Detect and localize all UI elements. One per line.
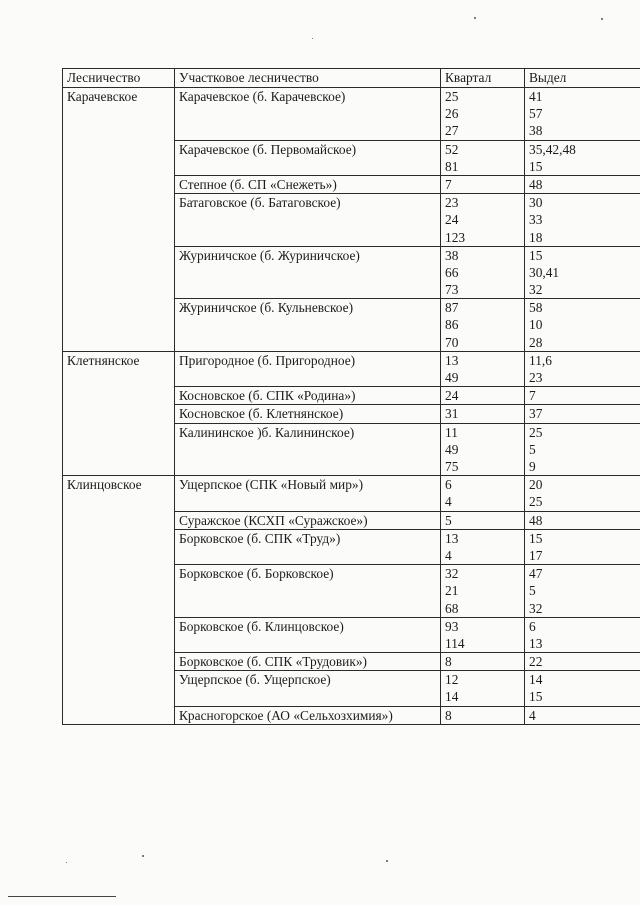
cell-uchastkovoe: Батаговское (б. Батаговское) xyxy=(175,194,441,247)
vydel-value: 4 xyxy=(529,707,536,723)
cell-leschestvo xyxy=(63,617,175,652)
kvartal-value: 49 xyxy=(445,370,459,386)
vydel-value: 25 xyxy=(529,424,543,440)
vydel-value: 38 xyxy=(529,123,543,139)
vydel-value: 58 xyxy=(529,300,543,316)
table-row xyxy=(63,246,640,299)
cell-leschestvo xyxy=(63,246,175,299)
vydel-value: 35,42,48 xyxy=(529,141,576,157)
cell-uchastkovoe: Борковское (б. СПК «Труд») xyxy=(175,529,441,564)
cell-uchastkovoe: Степное (б. СП «Снежеть») xyxy=(175,175,441,193)
vydel-value: 33 xyxy=(529,212,543,228)
cell-leschestvo xyxy=(63,299,175,352)
cell-vydel xyxy=(525,246,640,299)
table-row xyxy=(63,387,640,405)
kvartal-value: 7 xyxy=(445,176,452,192)
vydel-value: 32 xyxy=(529,600,543,616)
kvartal-value: 49 xyxy=(445,441,459,457)
cell-vydel xyxy=(525,175,640,193)
cell-leschestvo xyxy=(63,387,175,405)
cell-uchastkovoe: Калининское )б. Калининское) xyxy=(175,423,441,476)
vydel-value: 37 xyxy=(529,406,543,422)
vydel-value: 18 xyxy=(529,229,543,245)
cell-leschestvo xyxy=(63,194,175,247)
vydel-value: 20 xyxy=(529,477,543,493)
vydel-value: 7 xyxy=(529,388,536,404)
cell-kvartal xyxy=(441,194,525,247)
table-row xyxy=(63,653,640,671)
cell-kvartal xyxy=(441,529,525,564)
vydel-value: 23 xyxy=(529,370,543,386)
vydel-value: 30 xyxy=(529,195,543,211)
cell-vydel xyxy=(525,476,640,511)
vydel-value: 10 xyxy=(529,317,543,333)
kvartal-value: 13 xyxy=(445,530,459,546)
table-row xyxy=(63,88,640,141)
scan-speck xyxy=(601,18,603,20)
vydel-value: 15 xyxy=(529,158,543,174)
cell-leschestvo xyxy=(63,511,175,529)
cell-leschestvo xyxy=(63,140,175,175)
cell-kvartal xyxy=(441,423,525,476)
forestry-table xyxy=(62,68,640,725)
cell-leschestvo: Карачевское xyxy=(63,88,175,141)
vydel-value: 5 xyxy=(529,583,536,599)
cell-vydel xyxy=(525,387,640,405)
header-kvartal: Квартал xyxy=(441,69,525,88)
cell-kvartal xyxy=(441,246,525,299)
cell-uchastkovoe: Красногорское (АО «Сельхозхимия») xyxy=(175,706,441,724)
cell-leschestvo xyxy=(63,653,175,671)
vydel-value: 15 xyxy=(529,530,543,546)
scan-speck xyxy=(142,855,144,857)
table-row xyxy=(63,299,640,352)
vydel-value: 11,6 xyxy=(529,352,552,368)
vydel-value: 17 xyxy=(529,547,543,563)
table-row xyxy=(63,423,640,476)
scan-speck xyxy=(474,17,476,19)
cell-uchastkovoe: Журиничское (б. Кульневское) xyxy=(175,299,441,352)
cell-vydel xyxy=(525,351,640,386)
cell-vydel xyxy=(525,405,640,423)
kvartal-value: 21 xyxy=(445,583,459,599)
scan-speck xyxy=(312,38,313,39)
cell-uchastkovoe: Косновское (б. Клетнянское) xyxy=(175,405,441,423)
cell-uchastkovoe: Карачевское (б. Первомайское) xyxy=(175,140,441,175)
cell-uchastkovoe: Журиничское (б. Журиничское) xyxy=(175,246,441,299)
kvartal-value: 38 xyxy=(445,247,459,263)
vydel-value: 25 xyxy=(529,494,543,510)
vydel-value: 5 xyxy=(529,441,536,457)
kvartal-value: 23 xyxy=(445,195,459,211)
cell-kvartal xyxy=(441,617,525,652)
cell-vydel xyxy=(525,653,640,671)
vydel-value: 48 xyxy=(529,512,543,528)
cell-uchastkovoe: Ущерпское (б. Ущерпское) xyxy=(175,671,441,706)
vydel-value: 9 xyxy=(529,458,536,474)
scan-speck xyxy=(386,860,388,862)
cell-uchastkovoe: Косновское (б. СПК «Родина») xyxy=(175,387,441,405)
table-row xyxy=(63,671,640,706)
cell-kvartal xyxy=(441,476,525,511)
kvartal-value: 24 xyxy=(445,388,459,404)
table-row xyxy=(63,476,640,511)
kvartal-value: 68 xyxy=(445,600,459,616)
kvartal-value: 75 xyxy=(445,458,459,474)
cell-vydel xyxy=(525,565,640,618)
cell-uchastkovoe: Ущерпское (СПК «Новый мир») xyxy=(175,476,441,511)
table-row xyxy=(63,617,640,652)
vydel-value: 41 xyxy=(529,89,543,104)
table-body xyxy=(63,88,640,725)
kvartal-value: 87 xyxy=(445,300,459,316)
kvartal-value: 81 xyxy=(445,158,459,174)
kvartal-value: 24 xyxy=(445,212,459,228)
kvartal-value: 12 xyxy=(445,672,459,688)
kvartal-value: 4 xyxy=(445,547,452,563)
kvartal-value: 70 xyxy=(445,334,459,350)
table-row xyxy=(63,706,640,724)
cell-leschestvo: Клетнянское xyxy=(63,351,175,386)
table-row xyxy=(63,175,640,193)
kvartal-value: 26 xyxy=(445,106,459,122)
cell-kvartal xyxy=(441,405,525,423)
cell-leschestvo xyxy=(63,706,175,724)
kvartal-value: 4 xyxy=(445,494,452,510)
cell-vydel xyxy=(525,423,640,476)
kvartal-value: 86 xyxy=(445,317,459,333)
table-row xyxy=(63,405,640,423)
vydel-value: 57 xyxy=(529,106,543,122)
kvartal-value: 8 xyxy=(445,654,452,670)
table-row xyxy=(63,565,640,618)
cell-kvartal xyxy=(441,351,525,386)
cell-kvartal xyxy=(441,175,525,193)
vydel-value: 30,41 xyxy=(529,264,560,280)
cell-vydel xyxy=(525,529,640,564)
cell-uchastkovoe: Борковское (б. СПК «Трудовик») xyxy=(175,653,441,671)
cell-kvartal xyxy=(441,706,525,724)
kvartal-value: 8 xyxy=(445,707,452,723)
footer-rule xyxy=(8,896,116,897)
kvartal-value: 114 xyxy=(445,635,465,651)
kvartal-value: 11 xyxy=(445,424,458,440)
cell-uchastkovoe: Пригородное (б. Пригородное) xyxy=(175,351,441,386)
cell-vydel xyxy=(525,194,640,247)
cell-kvartal xyxy=(441,88,525,141)
scan-speck xyxy=(66,862,67,863)
table-row xyxy=(63,140,640,175)
kvartal-value: 27 xyxy=(445,123,459,139)
vydel-value: 15 xyxy=(529,247,543,263)
kvartal-value: 66 xyxy=(445,264,459,280)
kvartal-value: 25 xyxy=(445,89,459,104)
vydel-value: 22 xyxy=(529,654,543,670)
cell-vydel xyxy=(525,511,640,529)
cell-vydel xyxy=(525,299,640,352)
vydel-value: 13 xyxy=(529,635,543,651)
cell-leschestvo xyxy=(63,423,175,476)
vydel-value: 32 xyxy=(529,282,543,298)
table-row xyxy=(63,194,640,247)
cell-kvartal xyxy=(441,565,525,618)
header-uchastkovoe: Участковое лесничество xyxy=(175,69,441,88)
cell-uchastkovoe: Борковское (б. Клинцовское) xyxy=(175,617,441,652)
kvartal-value: 31 xyxy=(445,406,459,422)
cell-uchastkovoe: Суражское (КСХП «Суражское») xyxy=(175,511,441,529)
cell-leschestvo xyxy=(63,565,175,618)
table-header-row xyxy=(63,69,640,88)
kvartal-value: 14 xyxy=(445,689,459,705)
kvartal-value: 73 xyxy=(445,282,459,298)
cell-vydel xyxy=(525,671,640,706)
table-row xyxy=(63,511,640,529)
kvartal-value: 5 xyxy=(445,512,452,528)
vydel-value: 14 xyxy=(529,672,543,688)
vydel-value: 15 xyxy=(529,689,543,705)
header-leschestvo: Лесничество xyxy=(63,69,175,88)
vydel-value: 47 xyxy=(529,566,543,582)
kvartal-value: 32 xyxy=(445,566,459,582)
cell-vydel xyxy=(525,140,640,175)
cell-kvartal xyxy=(441,511,525,529)
kvartal-value: 123 xyxy=(445,229,466,245)
table-row xyxy=(63,529,640,564)
cell-leschestvo xyxy=(63,529,175,564)
cell-kvartal xyxy=(441,299,525,352)
cell-vydel xyxy=(525,617,640,652)
cell-kvartal xyxy=(441,140,525,175)
cell-uchastkovoe: Борковское (б. Борковское) xyxy=(175,565,441,618)
vydel-value: 48 xyxy=(529,176,543,192)
cell-kvartal xyxy=(441,671,525,706)
cell-vydel xyxy=(525,706,640,724)
cell-leschestvo xyxy=(63,671,175,706)
cell-kvartal xyxy=(441,653,525,671)
kvartal-value: 52 xyxy=(445,141,459,157)
kvartal-value: 6 xyxy=(445,477,452,493)
cell-leschestvo: Клинцовское xyxy=(63,476,175,511)
cell-leschestvo xyxy=(63,405,175,423)
cell-leschestvo xyxy=(63,175,175,193)
header-vydel: Выдел xyxy=(525,69,640,88)
cell-vydel xyxy=(525,88,640,141)
table-row xyxy=(63,351,640,386)
kvartal-value: 93 xyxy=(445,618,459,634)
cell-uchastkovoe: Карачевское (б. Карачевское) xyxy=(175,88,441,141)
kvartal-value: 13 xyxy=(445,352,459,368)
cell-kvartal xyxy=(441,387,525,405)
vydel-value: 28 xyxy=(529,334,543,350)
vydel-value: 6 xyxy=(529,618,536,634)
